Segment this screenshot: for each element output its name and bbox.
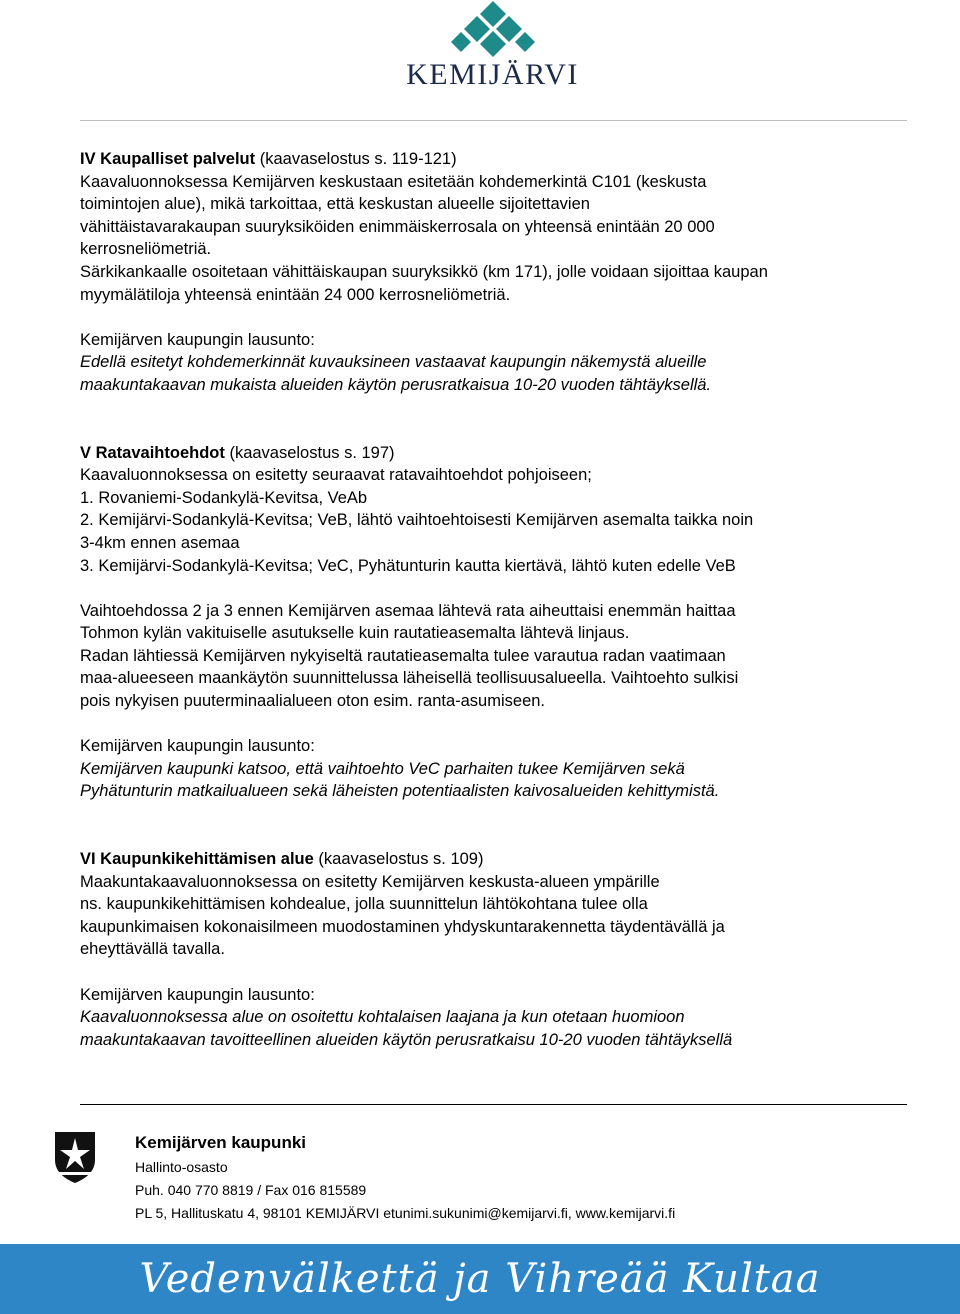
footer-organization: Kemijärven kaupunki: [135, 1133, 307, 1152]
statement-label: Kemijärven kaupungin lausunto:: [80, 330, 315, 349]
statement-label: Kemijärven kaupungin lausunto:: [80, 985, 315, 1004]
paragraph-line: Vaihtoehdossa 2 ja 3 ennen Kemijärven asemaa lähtevä rata aiheuttaisi enemmän haittaa: [80, 601, 736, 620]
paragraph-line: kaupunkimaisen kokonaisilmeen muodostaminen yhdyskuntarakennetta täydentävällä ja: [80, 917, 725, 936]
footer-contact: [135, 1132, 675, 1225]
section-reference: (kaavaselostus s. 109): [313, 850, 484, 869]
statement-line: maakuntakaavan mukaista alueiden käytön perusratkaisua 10-20 vuoden tähtäyksellä.: [80, 375, 712, 394]
list-item: 2. Kemijärvi-Sodankylä-Kevitsa; VeB, lähtö vaihtoehtoisesti Kemijärven asemalta taikka noin: [80, 511, 754, 530]
section-reference: (kaavaselostus s. 119-121): [255, 150, 457, 168]
list-item: 3. Kemijärvi-Sodankylä-Kevitsa; VeC, Pyhätunturin kautta kiertävä, lähtö kuten edelle VeB: [80, 556, 736, 575]
paragraph-line: Kaavaluonnoksessa Kemijärven keskustaan esitetään kohdemerkintä C101 (keskusta: [80, 172, 707, 191]
section-heading: [80, 848, 900, 871]
statement-line: Pyhätunturin matkailualueen sekä läheisten potentiaalisten kaivosalueiden kehittymistä.: [80, 782, 720, 801]
statement-line: Edellä esitetyt kohdemerkinnät kuvauksineen vastaavat kaupungin näkemystä alueille: [80, 353, 707, 372]
section-title: V Ratavaihtoehdot: [80, 443, 225, 462]
section-heading: [80, 442, 900, 465]
section-reference: (kaavaselostus s. 197): [224, 443, 395, 462]
statement-line: Kemijärven kaupunki katsoo, että vaihtoehto VeC parhaiten tukee Kemijärven sekä: [80, 759, 685, 778]
paragraph-line: ns. kaupunkikehittämisen kohdealue, jolla suunnittelun lähtökohtana tulee olla: [80, 895, 648, 914]
section-heading: [80, 148, 900, 171]
header-divider: [80, 120, 907, 121]
slogan-text: Vedenvälkettä ja Vihreää Kultaa: [139, 1256, 821, 1302]
paragraph-line: Radan lähtiessä Kemijärven nykyiseltä rautatieasemalta tulee varautua radan vaatimaan: [80, 646, 726, 665]
slogan-banner: [0, 1244, 960, 1314]
paragraph-line: Kaavaluonnoksessa on esitetty seuraavat ratavaihtoehdot pohjoiseen;: [80, 466, 592, 485]
coat-of-arms-icon: [53, 1130, 97, 1189]
footer-department: Hallinto-osasto: [135, 1159, 228, 1175]
document-body: [80, 148, 900, 1051]
kemijarvi-logo: [395, 0, 590, 98]
footer-divider: [80, 1104, 907, 1105]
list-item: 1. Rovaniemi-Sodankylä-Kevitsa, VeAb: [80, 488, 368, 507]
statement-line: maakuntakaavan tavoitteellinen alueiden käytön perusratkaisu 10-20 vuoden tähtäyksellä: [80, 1030, 733, 1049]
section-title: IV Kaupalliset palvelut: [80, 150, 256, 168]
paragraph-line: Särkikankaalle osoitetaan vähittäiskaupan suuryksikkö (km 171), jolle voidaan sijoittaa kaupan: [80, 262, 768, 281]
statement-label: Kemijärven kaupungin lausunto:: [80, 737, 315, 756]
diamond-logo-icon: [443, 0, 543, 58]
paragraph-line: maa-alueeseen maankäytön suunnittelussa läheisellä teollisuusalueella. Vaihtoehto sulkisi: [80, 669, 739, 688]
paragraph-line: kerrosneliömetriä.: [80, 240, 212, 259]
footer-phone: Puh. 040 770 8819 / Fax 016 815589: [135, 1182, 367, 1198]
paragraph-line: Tohmon kylän vakituiselle asutukselle kuin rautatieasemalta lähtevä linjaus.: [80, 624, 630, 643]
paragraph-line: myymälätiloja yhteensä enintään 24 000 kerrosneliömetriä.: [80, 285, 511, 304]
footer-address: PL 5, Hallituskatu 4, 98101 KEMIJÄRVI etunimi.sukunimi@kemijarvi.fi, www.kemijarvi.fi: [135, 1205, 676, 1221]
section-title: VI Kaupunkikehittämisen alue: [80, 850, 314, 869]
logo-wordmark: KEMIJÄRVI: [406, 58, 579, 91]
paragraph-line: vähittäistavarakaupan suuryksiköiden enimmäiskerrosala on yhteensä enintään 20 000: [80, 217, 715, 236]
list-item: 3-4km ennen asemaa: [80, 533, 240, 552]
statement-line: Kaavaluonnoksessa alue on osoitettu kohtalaisen laajana ja kun otetaan huomioon: [80, 1008, 685, 1027]
paragraph-line: Maakuntakaavaluonnoksessa on esitetty Kemijärven keskusta-alueen ympärille: [80, 872, 660, 891]
paragraph-line: toimintojen alue), mikä tarkoittaa, että keskustan alueelle sijoitettavien: [80, 195, 590, 214]
paragraph-line: pois nykyisen puuterminaalialueen oton esim. ranta-asumiseen.: [80, 692, 546, 711]
paragraph-line: eheyttävällä tavalla.: [80, 940, 225, 959]
